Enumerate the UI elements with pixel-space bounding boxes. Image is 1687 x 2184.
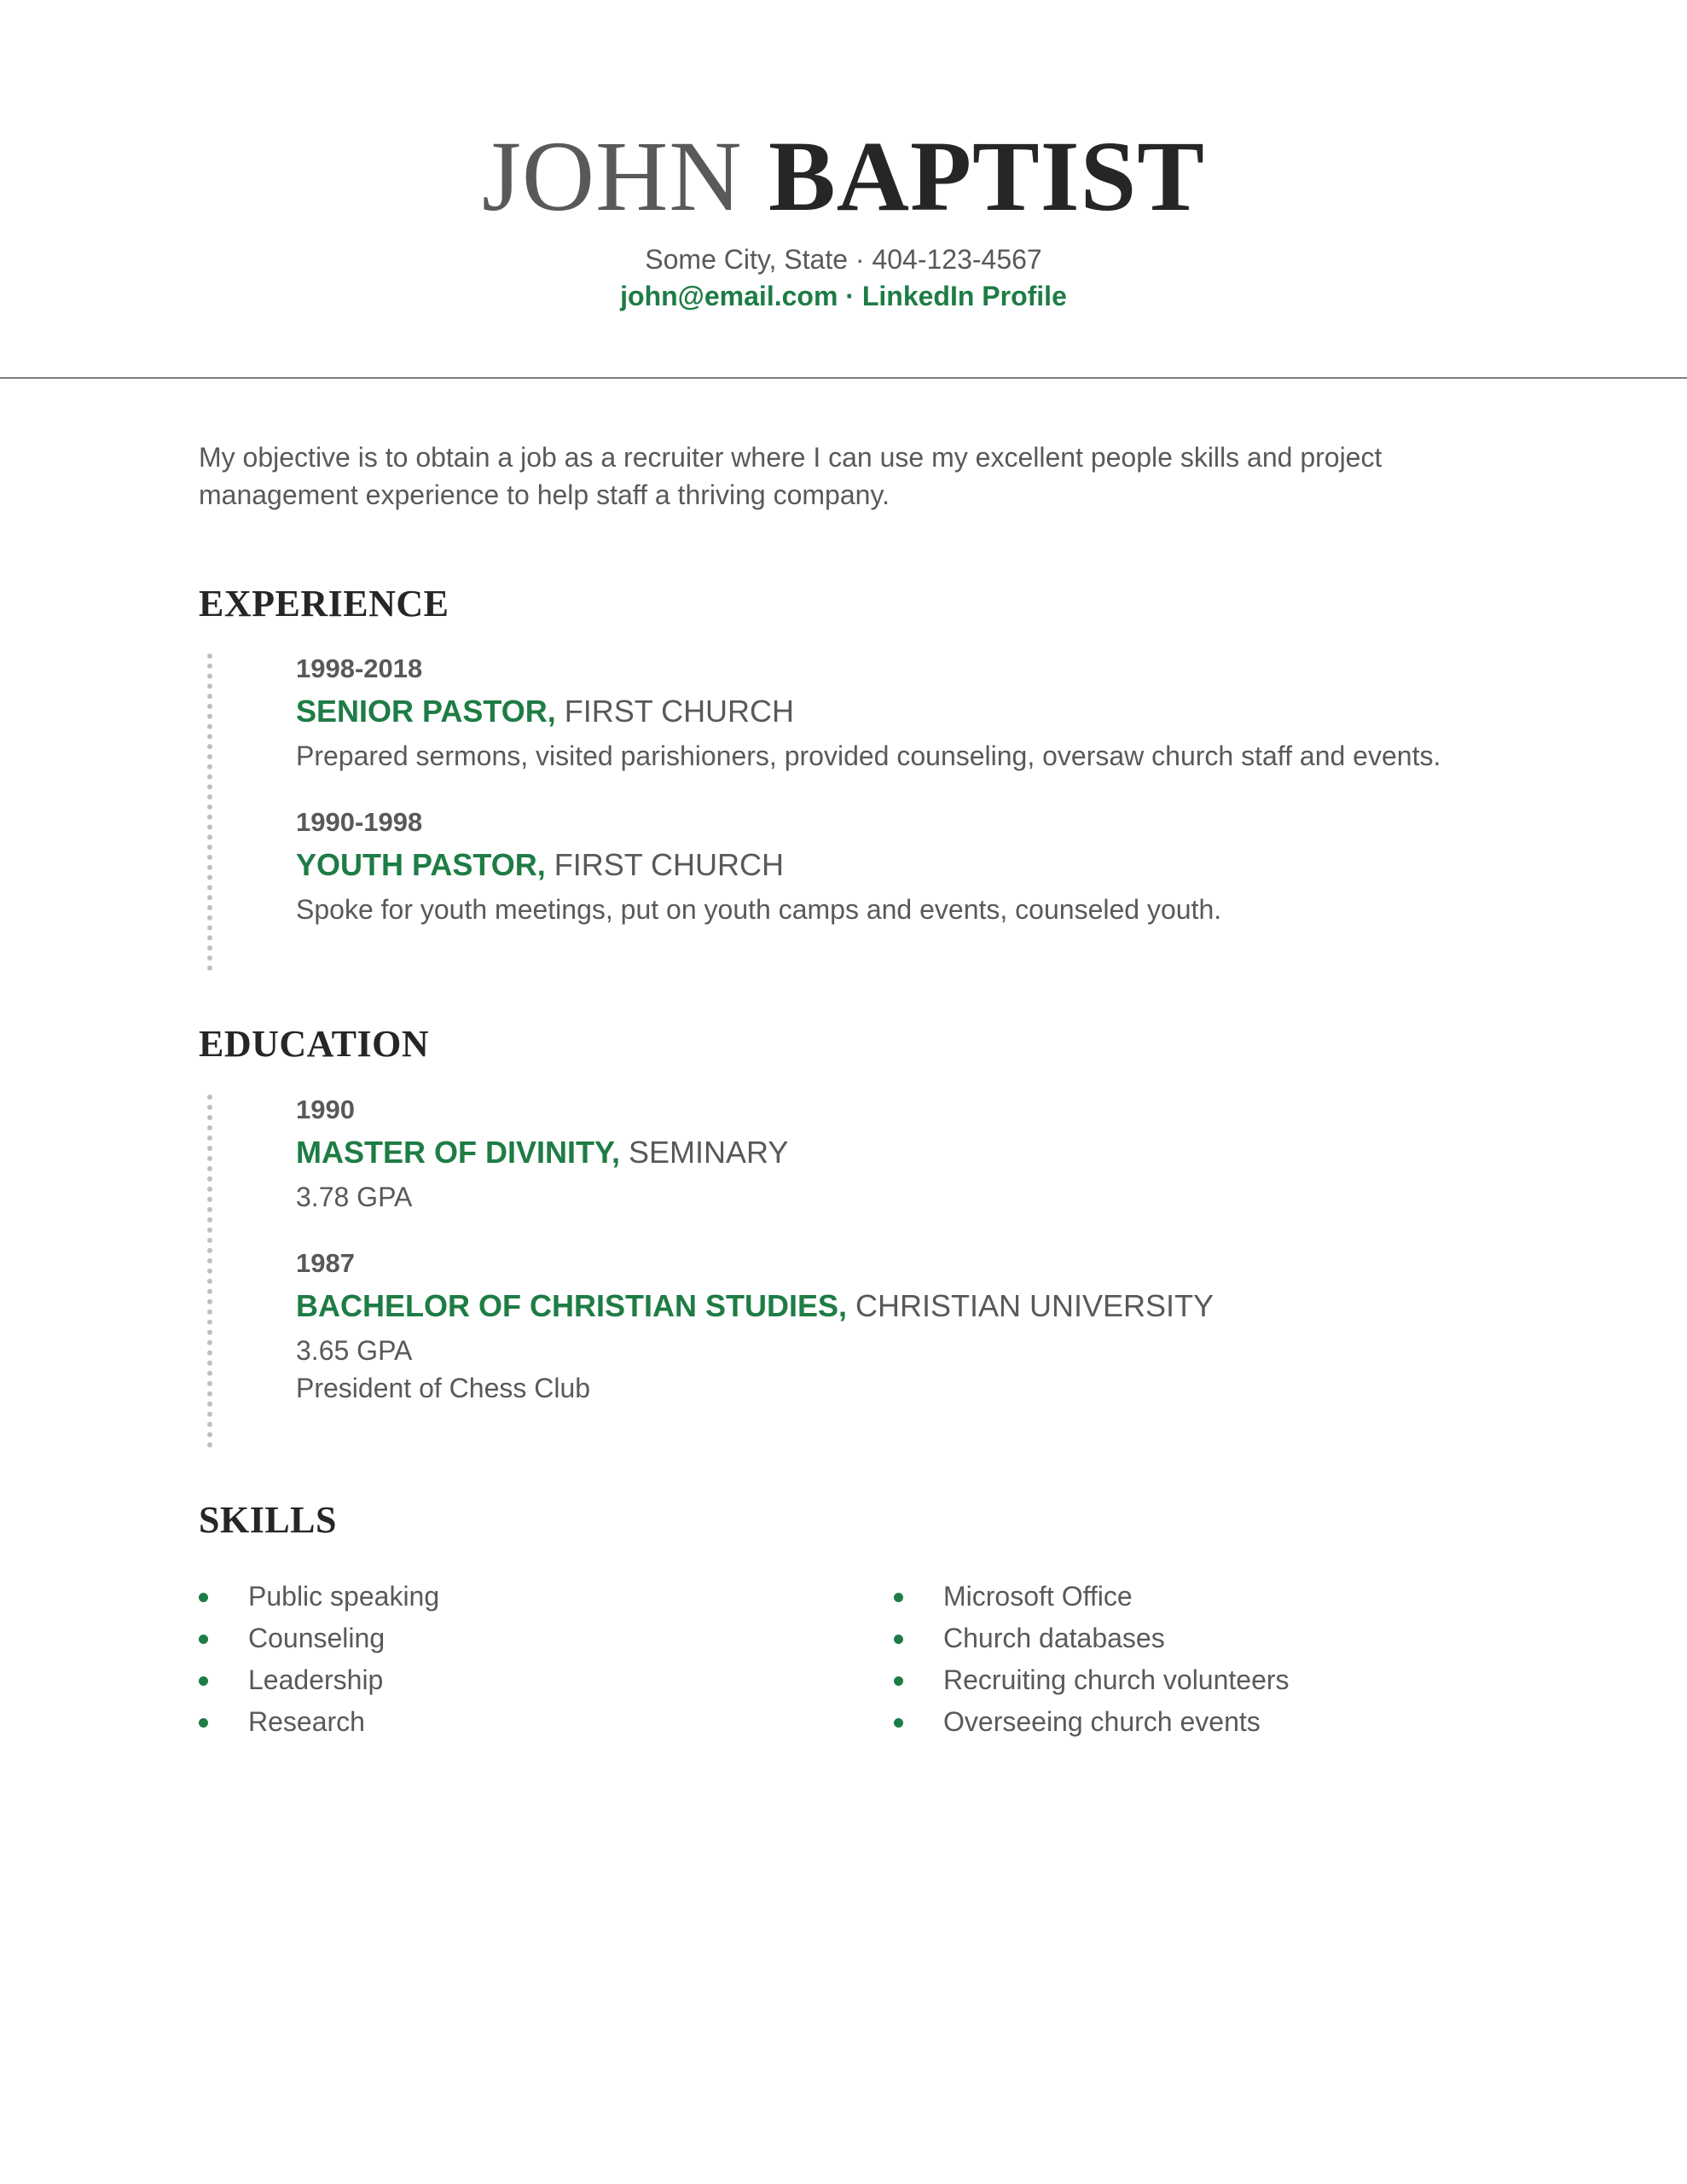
skills-heading: SKILLS xyxy=(199,1499,337,1541)
skills-list-left xyxy=(199,1576,439,1743)
skill-item xyxy=(199,1618,439,1659)
education-heading: EDUCATION xyxy=(199,1023,430,1065)
skill-item xyxy=(894,1701,1290,1743)
entry-description: 3.78 GPA xyxy=(296,1182,413,1212)
skill-label: Microsoft Office xyxy=(943,1581,1133,1612)
entry-description: Prepared sermons, visited parishioners, provided counseling, oversaw church staff and events. xyxy=(296,741,1441,771)
bullet-icon xyxy=(894,1593,903,1602)
skill-label: Counseling xyxy=(248,1623,386,1653)
bullet-icon xyxy=(199,1593,208,1602)
bullet-icon xyxy=(199,1718,208,1728)
education-entry xyxy=(296,1248,1575,1407)
skill-label: Overseeing church events xyxy=(943,1706,1261,1737)
entry-role: BACHELOR OF CHRISTIAN STUDIES, xyxy=(296,1288,848,1323)
education-timeline xyxy=(207,1095,1492,1448)
entry-title xyxy=(296,1289,1575,1323)
bullet-icon xyxy=(894,1676,903,1686)
skill-label: Recruiting church volunteers xyxy=(943,1664,1290,1695)
entry-dates: 1998-2018 xyxy=(296,653,423,683)
experience-entry xyxy=(296,807,1575,928)
education-entry xyxy=(296,1095,1575,1216)
entry-org: FIRST CHURCH xyxy=(555,694,795,729)
skills-list-right xyxy=(894,1576,1290,1743)
bullet-icon xyxy=(199,1635,208,1644)
skill-item xyxy=(894,1618,1290,1659)
entry-dates: 1990 xyxy=(296,1095,355,1124)
entry-title xyxy=(296,1136,1575,1170)
experience-entry xyxy=(296,653,1575,775)
bullet-icon xyxy=(894,1718,903,1728)
skill-item xyxy=(199,1576,439,1618)
skill-label: Research xyxy=(248,1706,365,1737)
entry-role: MASTER OF DIVINITY, xyxy=(296,1135,621,1170)
last-name: BAPTIST xyxy=(768,120,1206,232)
entry-title xyxy=(296,694,1575,729)
resume-name xyxy=(0,120,1687,232)
entry-dates: 1990-1998 xyxy=(296,807,423,837)
bullet-icon xyxy=(894,1635,903,1644)
first-name: JOHN xyxy=(481,120,743,232)
skill-item xyxy=(199,1701,439,1743)
contact-email-linkedin[interactable]: john@email.com · LinkedIn Profile xyxy=(620,281,1067,311)
entry-org: CHRISTIAN UNIVERSITY xyxy=(847,1288,1215,1323)
skill-item xyxy=(199,1659,439,1701)
entry-description: 3.65 GPA xyxy=(296,1335,413,1366)
entry-org: SEMINARY xyxy=(620,1135,789,1170)
objective-text: My objective is to obtain a job as a recruiter where I can use my excellent people skills and project management experience to help staff a thriving company. xyxy=(199,442,1383,510)
skill-label: Church databases xyxy=(943,1623,1165,1653)
skill-label: Leadership xyxy=(248,1664,384,1695)
entry-org: FIRST CHURCH xyxy=(545,847,785,882)
entry-description-extra: President of Chess Club xyxy=(296,1373,591,1403)
skill-item xyxy=(894,1659,1290,1701)
entry-description: Spoke for youth meetings, put on youth camps and events, counseled youth. xyxy=(296,894,1222,925)
skill-item xyxy=(894,1576,1290,1618)
header-divider xyxy=(0,377,1687,379)
entry-role: YOUTH PASTOR, xyxy=(296,847,546,882)
skill-label: Public speaking xyxy=(248,1581,440,1612)
entry-role: SENIOR PASTOR, xyxy=(296,694,556,729)
experience-timeline xyxy=(207,653,1492,971)
bullet-icon xyxy=(199,1676,208,1686)
experience-heading: EXPERIENCE xyxy=(199,583,449,624)
contact-location-phone: Some City, State · 404-123-4567 xyxy=(645,244,1042,275)
entry-dates: 1987 xyxy=(296,1248,355,1278)
entry-title xyxy=(296,848,1575,882)
